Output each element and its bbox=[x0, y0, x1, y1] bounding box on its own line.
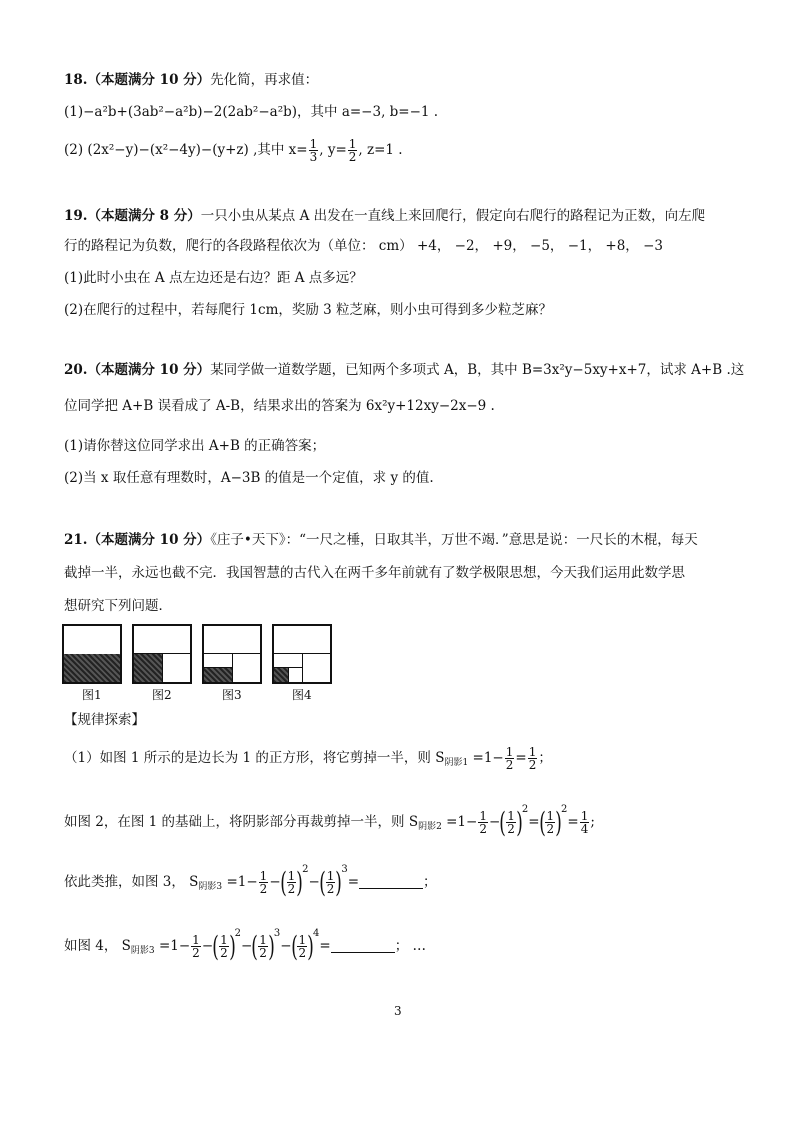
shaded-region bbox=[64, 654, 120, 682]
answer-blank-4[interactable] bbox=[331, 940, 395, 953]
figure-1-square bbox=[62, 624, 122, 684]
q21-line3: 想研究下列问题． bbox=[64, 598, 172, 614]
q20-head: 20.（本题满分 10 分） bbox=[64, 362, 211, 378]
shaded-region bbox=[134, 654, 162, 682]
q19-sub1: (1)此时小虫在 A 点左边还是右边？距 A 点多远？ bbox=[64, 270, 363, 286]
q19-head: 19.（本题满分 8 分） bbox=[64, 208, 201, 224]
figure-3-label: 图3 bbox=[222, 688, 242, 702]
q20-sub1: (1)请你替这位同学求出 A+B 的正确答案； bbox=[64, 438, 326, 454]
q18-head: 18.（本题满分 10 分） bbox=[64, 72, 211, 88]
fraction-x: $\frac{1}{3}$ bbox=[309, 137, 318, 164]
q21-step3: 依此类推，如图 3， $S_{阴影3} =1-$ $\frac{1}{2}$ −( $\frac{1}{2}$ )$^2$−( $\frac{1}{2}$ )$^3$= ； bbox=[64, 864, 437, 899]
q21-step2: 如图 2，在图 1 的基础上，将阴影部分再裁剪掉一半，则 $S_{阴影2} =1-$ $\frac{1}{2}$ −( $\frac{1}{2}$ )$^2$=( $\frac{1}{2}$ )$^2$= $\frac{1}{4}$ ; bbox=[64, 804, 595, 839]
q18-part2-expression: (2x²−y)−(x²−4y)−(y+z) ,其中 x= bbox=[87, 142, 308, 158]
q21-head: 21.（本题满分 10 分） bbox=[64, 532, 211, 548]
answer-blank-3[interactable] bbox=[359, 876, 423, 889]
shaded-region bbox=[274, 668, 288, 682]
figure-4-square bbox=[272, 624, 332, 684]
fraction-y: $\frac{1}{2}$ bbox=[348, 137, 357, 164]
q18-intro: 先化简，再求值： bbox=[210, 72, 319, 88]
q18-part2: (2) (2x²−y)−(x²−4y)−(y+z) ,其中 x= $\frac{1}{3}$ , y= $\frac{1}{2}$ , z=1 . bbox=[64, 137, 403, 164]
q19-sub2: (2)在爬行的过程中，若每爬行 1cm，奖励 3 粒芝麻，则小虫可得到多少粒芝麻？ bbox=[64, 302, 553, 318]
figure-4-label: 图4 bbox=[292, 688, 312, 702]
figure-2-square bbox=[132, 624, 192, 684]
q19-line2: 行的路程记为负数，爬行的各段路程依次为（单位： cm） +4， −2， +9， −5， −1， +8， −3 bbox=[64, 238, 663, 254]
q21-step1: （1）如图 1 所示的是边长为 1 的正方形，将它剪掉一半，则 $S_{阴影1} =1-$ $\frac{1}{2}$ = $\frac{1}{2}$ ； bbox=[64, 745, 552, 772]
q20-line2: 位同学把 A+B 误看成了 A-B，结果求出的答案为 6x²y+12xy−2x−9 . bbox=[64, 398, 495, 414]
q21-step4: 如图 4， $S_{阴影3} =1-$ $\frac{1}{2}$ −( $\frac{1}{2}$ )$^2$−( $\frac{1}{2}$ )$^3$−( $\frac{1}{2}$ )$^4$= ； … bbox=[64, 928, 427, 963]
q18-header bbox=[64, 70, 318, 90]
q18-part1: (1)−a²b+(3ab²−a²b)−2(2ab²−a²b)，其中 a=−3, b=−1 . bbox=[64, 104, 439, 120]
figure-3-square bbox=[202, 624, 262, 684]
figure-1-label: 图1 bbox=[82, 688, 102, 702]
q21-line1: 21.（本题满分 10 分）《庄子•天下》：“一尺之棰，日取其半，万世不竭．”意思是说：一尺长的木棍，每天 bbox=[64, 532, 698, 548]
figure-2-label: 图2 bbox=[152, 688, 172, 702]
q21-line2: 截掉一半，永远也截不完．我国智慧的古代入在两千多年前就有了数学极限思想，今天我们运用此数学思 bbox=[64, 565, 685, 581]
page-number: 3 bbox=[394, 1004, 402, 1018]
q18-part1-expression: −a²b+(3ab²−a²b)−2(2ab²−a²b)，其中 a=−3, b=−1 . bbox=[83, 104, 439, 120]
q20-line1: 20.（本题满分 10 分）某同学做一道数学题，已知两个多项式 A，B，其中 B=3x²y−5xy+x+7，试求 A+B .这 bbox=[64, 362, 745, 378]
q20-sub2: (2)当 x 取任意有理数时，A−3B 的值是一个定值，求 y 的值. bbox=[64, 470, 434, 486]
q19-line1: 19.（本题满分 8 分）一只小虫从某点 A 出发在一直线上来回爬行，假定向右爬行的路程记为正数，向左爬 bbox=[64, 208, 706, 224]
section-heading: 【规律探索】 bbox=[64, 712, 145, 728]
shaded-region bbox=[204, 668, 232, 682]
